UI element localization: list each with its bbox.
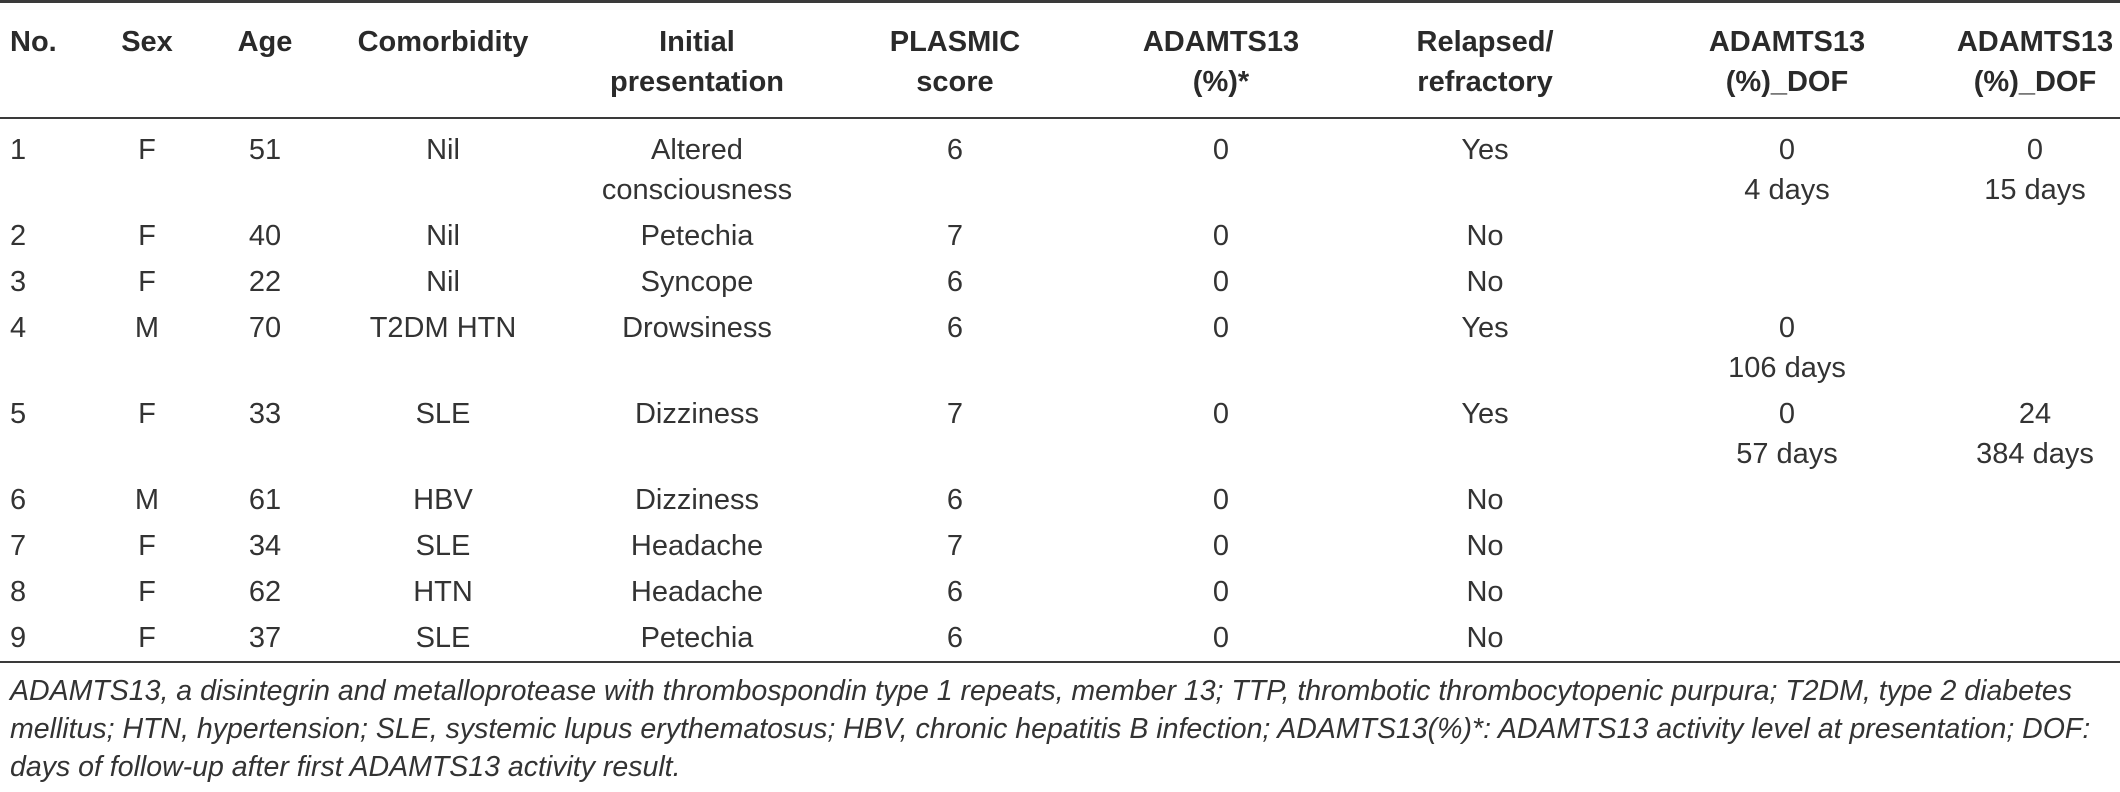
table-cell-text: Headache xyxy=(630,530,764,562)
table-cell-relapsed xyxy=(1335,130,1635,170)
table-cell-text: 384 days xyxy=(1976,438,2094,470)
table-cell-text: 106 days xyxy=(1728,352,1846,384)
table-cell-dof2 xyxy=(1885,130,2120,210)
table-cell-plasmic xyxy=(805,394,1105,434)
table-cell-text: M xyxy=(134,484,160,516)
table-cell-text: 34 xyxy=(248,530,282,562)
header-cell-text: Relapsed/ xyxy=(1416,26,1554,58)
table-cell-text: 6 xyxy=(946,576,964,608)
table-cell-text: 0 xyxy=(1778,398,1796,430)
table-cell-presentation xyxy=(547,480,847,520)
table-cell-text: 0 xyxy=(1212,530,1230,562)
table-cell-text: Nil xyxy=(426,134,460,166)
table-cell-relapsed xyxy=(1335,618,1635,658)
table-cell-plasmic xyxy=(805,526,1105,566)
table-cell-text: 0 xyxy=(1212,484,1230,516)
table-cell-text: Drowsiness xyxy=(622,312,772,344)
header-cell-text: Initial xyxy=(659,26,735,58)
header-cell-adamts13 xyxy=(1071,22,1371,102)
header-cell-text: score xyxy=(916,66,994,98)
table-cell-text: Yes xyxy=(1461,398,1509,430)
header-cell-plasmic xyxy=(805,22,1105,102)
table-cell-adamts13 xyxy=(1071,618,1371,658)
table-cell-text: 0 xyxy=(2026,134,2044,166)
table-cell-adamts13 xyxy=(1071,130,1371,170)
header-cell-text: No. xyxy=(10,26,57,58)
table-cell-text: 70 xyxy=(248,312,282,344)
table-cell-text: 5 xyxy=(10,398,27,430)
table-cell-text: 4 days xyxy=(1744,174,1830,206)
table-cell-text: 7 xyxy=(946,398,964,430)
table-cell-text: 6 xyxy=(946,484,964,516)
table-cell-text: 62 xyxy=(248,576,282,608)
header-cell-text: Sex xyxy=(121,26,173,58)
header-cell-text: ADAMTS13 xyxy=(1708,26,1866,58)
table-cell-adamts13 xyxy=(1071,572,1371,612)
table-cell-text: Petechia xyxy=(640,220,754,252)
table-cell-text: F xyxy=(138,530,156,562)
table-cell-text: 51 xyxy=(248,134,282,166)
table-cell-text: 6 xyxy=(946,312,964,344)
table-cell-text: 40 xyxy=(248,220,282,252)
table-cell-text: M xyxy=(134,312,160,344)
table-cell-relapsed xyxy=(1335,480,1635,520)
table-cell-dof1 xyxy=(1637,308,1937,388)
table-cell-text: 6 xyxy=(946,134,964,166)
table-cell-text: No xyxy=(1466,530,1504,562)
header-cell-text: ADAMTS13 xyxy=(1142,26,1300,58)
header-cell-dof2 xyxy=(1885,22,2120,102)
table-cell-text: Dizziness xyxy=(634,398,760,430)
table-cell-text: Nil xyxy=(426,220,460,252)
header-bottom-rule xyxy=(0,117,2120,119)
table-cell-text: Nil xyxy=(426,266,460,298)
table-cell-text: 0 xyxy=(1212,266,1230,298)
table-cell-text: 7 xyxy=(946,220,964,252)
header-cell-text: (%)* xyxy=(1192,66,1250,98)
table-cell-relapsed xyxy=(1335,572,1635,612)
table-cell-text: T2DM HTN xyxy=(369,312,517,344)
table-cell-plasmic xyxy=(805,618,1105,658)
header-cell-text: PLASMIC xyxy=(889,26,1021,58)
table-cell-text: No xyxy=(1466,484,1504,516)
table-cell-text: SLE xyxy=(415,622,471,654)
table-cell-text: No xyxy=(1466,576,1504,608)
table-cell-text: Headache xyxy=(630,576,764,608)
table-cell-adamts13 xyxy=(1071,526,1371,566)
table-cell-text: Altered xyxy=(651,134,743,166)
header-cell-text: Comorbidity xyxy=(357,26,529,58)
table-top-rule xyxy=(0,0,2120,3)
header-cell-relapsed xyxy=(1335,22,1635,102)
table-cell-text: 0 xyxy=(1212,622,1230,654)
table-cell-text: F xyxy=(138,576,156,608)
table-cell-presentation xyxy=(547,216,847,256)
table-cell-presentation xyxy=(547,130,847,210)
table-cell-relapsed xyxy=(1335,394,1635,434)
table-cell-text: HBV xyxy=(413,484,473,516)
table-cell-relapsed xyxy=(1335,262,1635,302)
table-cell-text: 7 xyxy=(10,530,27,562)
table-cell-presentation xyxy=(547,618,847,658)
table-cell-presentation xyxy=(547,308,847,348)
table-cell-text: Syncope xyxy=(640,266,754,298)
header-cell-text: ADAMTS13 xyxy=(1956,26,2114,58)
table-cell-plasmic xyxy=(805,572,1105,612)
table-cell-text: SLE xyxy=(415,530,471,562)
table-cell-text: Dizziness xyxy=(634,484,760,516)
table-cell-plasmic xyxy=(805,262,1105,302)
table-cell-text: 33 xyxy=(248,398,282,430)
table-cell-dof2 xyxy=(1885,394,2120,474)
table-cell-text: F xyxy=(138,220,156,252)
table-cell-text: F xyxy=(138,266,156,298)
table-cell-text: 0 xyxy=(1778,134,1796,166)
table-cell-text: 9 xyxy=(10,622,27,654)
table-cell-text: 0 xyxy=(1212,398,1230,430)
table-cell-adamts13 xyxy=(1071,216,1371,256)
table-bottom-rule xyxy=(0,661,2120,663)
table-cell-text: 2 xyxy=(10,220,27,252)
table-cell-text: Yes xyxy=(1461,134,1509,166)
table-cell-text: 0 xyxy=(1212,312,1230,344)
table-footnote: ADAMTS13, a disintegrin and metalloprotease with thrombospondin type 1 repeats, member 13; TTP, thrombotic thrombocytopenic purpura; T2DM, type 2 diabetes mellitus; HTN, hypertension; SLE, systemic lupus erythematosus; HBV, chronic hepatitis B infection; ADAMTS13(%)*: ADAMTS13 activity level at presentation; DOF: days of follow-up after first ADAMTS13 activity result. xyxy=(10,675,2091,783)
table-cell-plasmic xyxy=(805,308,1105,348)
table-cell-text: 0 xyxy=(1778,312,1796,344)
table-cell-relapsed xyxy=(1335,308,1635,348)
table-cell-text: No xyxy=(1466,266,1504,298)
table-cell-plasmic xyxy=(805,216,1105,256)
table-cell-adamts13 xyxy=(1071,394,1371,434)
table-cell-adamts13 xyxy=(1071,262,1371,302)
table-cell-text: 22 xyxy=(248,266,282,298)
table-cell-presentation xyxy=(547,394,847,434)
table-cell-text: 0 xyxy=(1212,220,1230,252)
table-cell-presentation xyxy=(547,572,847,612)
table-cell-text: 0 xyxy=(1212,134,1230,166)
table-cell-text: F xyxy=(138,398,156,430)
table-cell-text: 8 xyxy=(10,576,27,608)
table-cell-text: SLE xyxy=(415,398,471,430)
table-cell-text: 1 xyxy=(10,134,27,166)
table-cell-adamts13 xyxy=(1071,480,1371,520)
table-cell-text: 61 xyxy=(248,484,282,516)
table-cell-text: 7 xyxy=(946,530,964,562)
table-cell-text: 6 xyxy=(946,266,964,298)
table-cell-text: consciousness xyxy=(601,174,793,206)
header-cell-text: (%)_DOF xyxy=(1973,66,2097,98)
table-cell-text: 4 xyxy=(10,312,27,344)
header-cell-text: presentation xyxy=(609,66,785,98)
table-cell-text: F xyxy=(138,622,156,654)
table-cell-text: No xyxy=(1466,622,1504,654)
table-cell-text: 3 xyxy=(10,266,27,298)
table-cell-text: HTN xyxy=(413,576,473,608)
table-cell-text: 57 days xyxy=(1736,438,1838,470)
table-cell-text: 0 xyxy=(1212,576,1230,608)
table-cell-text: Petechia xyxy=(640,622,754,654)
table-cell-text: No xyxy=(1466,220,1504,252)
table-cell-text: Yes xyxy=(1461,312,1509,344)
table-cell-presentation xyxy=(547,526,847,566)
table-cell-adamts13 xyxy=(1071,308,1371,348)
table-cell-text: 24 xyxy=(2018,398,2052,430)
header-cell-presentation xyxy=(547,22,847,102)
table-cell-text: 6 xyxy=(10,484,27,516)
table-cell-relapsed xyxy=(1335,216,1635,256)
table-cell-text: 37 xyxy=(248,622,282,654)
header-cell-text: refractory xyxy=(1417,66,1553,98)
table-cell-text: 6 xyxy=(946,622,964,654)
table-cell-plasmic xyxy=(805,480,1105,520)
table-cell-text: F xyxy=(138,134,156,166)
table-cell-text: 15 days xyxy=(1984,174,2086,206)
table-cell-relapsed xyxy=(1335,526,1635,566)
table-cell-presentation xyxy=(547,262,847,302)
header-cell-text: (%)_DOF xyxy=(1725,66,1849,98)
table-cell-plasmic xyxy=(805,130,1105,170)
header-cell-text: Age xyxy=(237,26,293,58)
